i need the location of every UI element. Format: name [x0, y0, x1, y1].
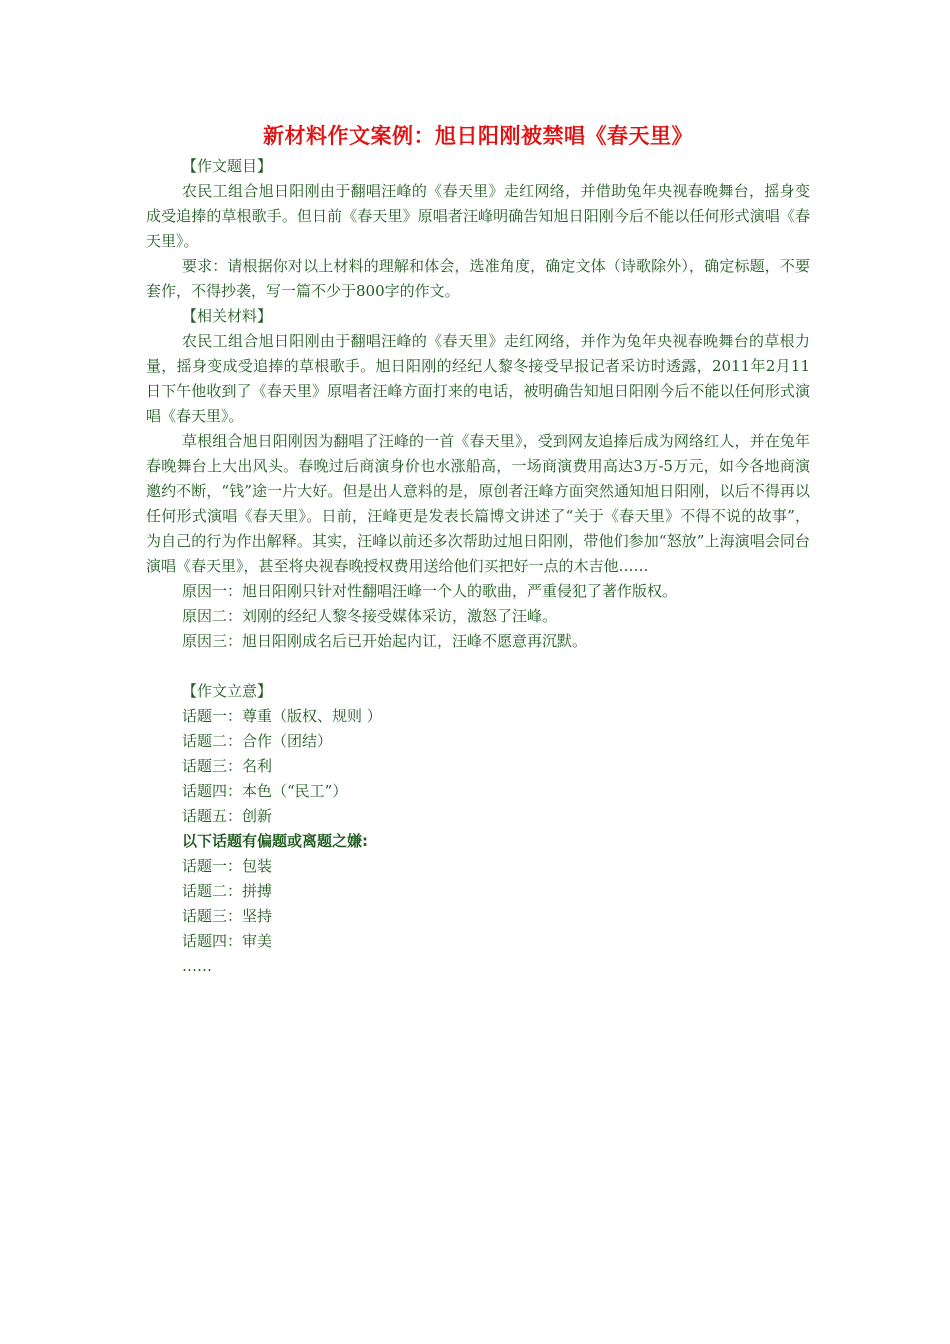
reason-2: 原因二：刘刚的经纪人黎冬接受媒体采访，激怒了汪峰。	[182, 607, 558, 625]
spacer	[146, 654, 810, 679]
reason-1: 原因一：旭日阳刚只针对性翻唱汪峰一个人的歌曲，严重侵犯了著作版权。	[182, 582, 678, 600]
section-heading-essay-prompt: 【作文题目】	[182, 157, 273, 175]
document-title: 新材料作文案例：旭日阳刚被禁唱《春天里》	[263, 124, 693, 148]
section-heading-related-material: 【相关材料】	[182, 307, 273, 325]
topic-item: 话题四：本色（“民工”）	[182, 782, 348, 800]
material-paragraph-2: 草根组合旭日阳刚因为翻唱了汪峰的一首《春天里》，受到网友追捧后成为网络红人，并在兔年春晚舞台上大出风头。春晚过后商演身价也水涨船高，一场商演费用高达3万-5万元，如今各地商演邀约不断，“钱”途一片大好。但是出人意料的是，原创者汪峰方面突然通知旭日阳刚，以后不得再以任何形式演唱《春天里》。日前，汪峰更是发表长篇博文讲述了“关于《春天里》不得不说的故事”，为自己的行为作出解释。其实，汪峰以前还多次帮助过旭日阳刚，带他们参加“怒放”上海演唱会同台演唱《春天里》，甚至将央视春晚授权费用送给他们买把好一点的木吉他……	[146, 432, 810, 575]
topic-item: 话题二：合作（团结）	[182, 732, 333, 750]
off-topic-item: 话题三：坚持	[182, 907, 273, 925]
off-topic-item: 话题二：拼搏	[182, 882, 273, 900]
off-topic-note: 以下话题有偏题或离题之嫌:	[182, 832, 368, 850]
prompt-paragraph: 农民工组合旭日阳刚由于翻唱汪峰的《春天里》走红网络，并借助兔年央视春晚舞台，摇身变成受追捧的草根歌手。但日前《春天里》原唱者汪峰明确告知旭日阳刚今后不能以任何形式演唱《春天里》。	[146, 182, 810, 250]
section-heading-essay-themes: 【作文立意】	[182, 682, 273, 700]
reason-3: 原因三：旭日阳刚成名后已开始起内讧，汪峰不愿意再沉默。	[182, 632, 588, 650]
topic-item: 话题三：名利	[182, 757, 273, 775]
prompt-requirements: 要求：请根据你对以上材料的理解和体会，选准角度，确定文体（诗歌除外），确定标题，不要套作，不得抄袭，写一篇不少于800字的作文。	[146, 257, 810, 300]
off-topic-item: 话题一：包装	[182, 857, 273, 875]
ellipsis: ……	[182, 957, 212, 975]
topic-item: 话题一：尊重（版权、规则 ）	[182, 707, 382, 725]
material-paragraph-1: 农民工组合旭日阳刚由于翻唱汪峰的《春天里》走红网络，并作为兔年央视春晚舞台的草根力量，摇身变成受追捧的草根歌手。旭日阳刚的经纪人黎冬接受早报记者采访时透露，2011年2月11日下午他收到了《春天里》原唱者汪峰方面打来的电话，被明确告知旭日阳刚今后不能以任何形式演唱《春天里》。	[146, 332, 810, 425]
off-topic-item: 话题四：审美	[182, 932, 273, 950]
document-page	[146, 118, 810, 979]
topic-item: 话题五：创新	[182, 807, 273, 825]
